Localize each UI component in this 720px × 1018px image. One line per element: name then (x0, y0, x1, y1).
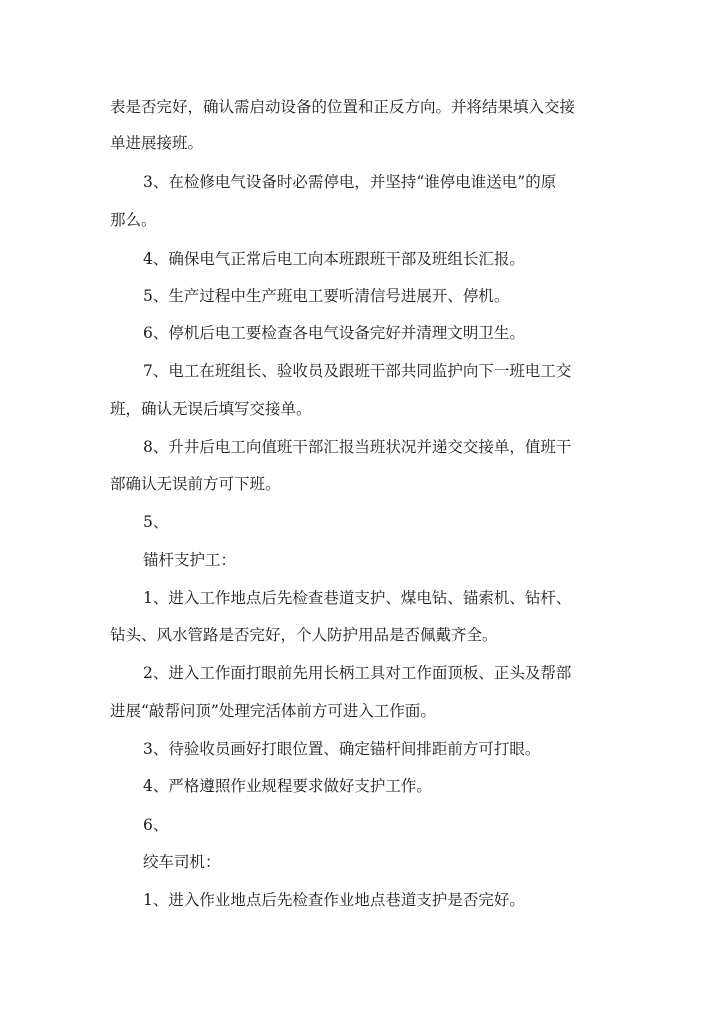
text-line: 单进展接班。 (110, 134, 204, 152)
text-line: 进展“敲帮问顶”处理完活体前方可进入工作面。 (110, 702, 436, 720)
text-line: 3、在检修电气设备时必需停电，并坚持“谁停电谁送电”的原 (143, 173, 557, 191)
text-line: 6、停机后电工要检查各电气设备完好并清理文明卫生。 (143, 324, 525, 342)
text-line: 钻头、风水管路是否完好，个人防护用品是否佩戴齐全。 (110, 626, 498, 644)
text-line: 8、升井后电工向值班干部汇报当班状况并递交交接单，值班干 (143, 438, 572, 456)
text-line: 3、待验收员画好打眼位置、确定锚杆间排距前方可打眼。 (143, 740, 541, 758)
text-line: 部确认无误前方可下班。 (110, 475, 281, 493)
text-line: 1、进入作业地点后先检查作业地点巷道支护是否完好。 (143, 891, 525, 909)
section-number: 6、 (143, 816, 169, 834)
text-line: 4、确保电气正常后电工向本班跟班干部及班组长汇报。 (143, 250, 525, 268)
text-line: 4、严格遵照作业规程要求做好支护工作。 (143, 777, 432, 795)
text-line: 1、进入工作地点后先检查巷道支护、煤电钻、锚索机、钻杆、 (143, 589, 572, 607)
text-line: 5、生产过程中生产班电工要听清信号进展开、停机。 (143, 287, 510, 305)
text-line: 班，确认无误后填写交接单。 (110, 400, 312, 418)
text-line: 表是否完好，确认需启动设备的位置和正反方向。并将结果填入交接 (110, 98, 576, 116)
text-line: 7、电工在班组长、验收员及跟班干部共同监护向下一班电工交 (143, 362, 572, 380)
text-line: 2、进入工作面打眼前先用长柄工具对工作面顶板、正头及帮部 (143, 664, 572, 682)
section-number: 5、 (143, 513, 169, 531)
text-line: 那么。 (110, 211, 157, 229)
section-heading: 锚杆支护工： (143, 551, 237, 569)
section-heading: 绞车司机： (143, 853, 221, 871)
